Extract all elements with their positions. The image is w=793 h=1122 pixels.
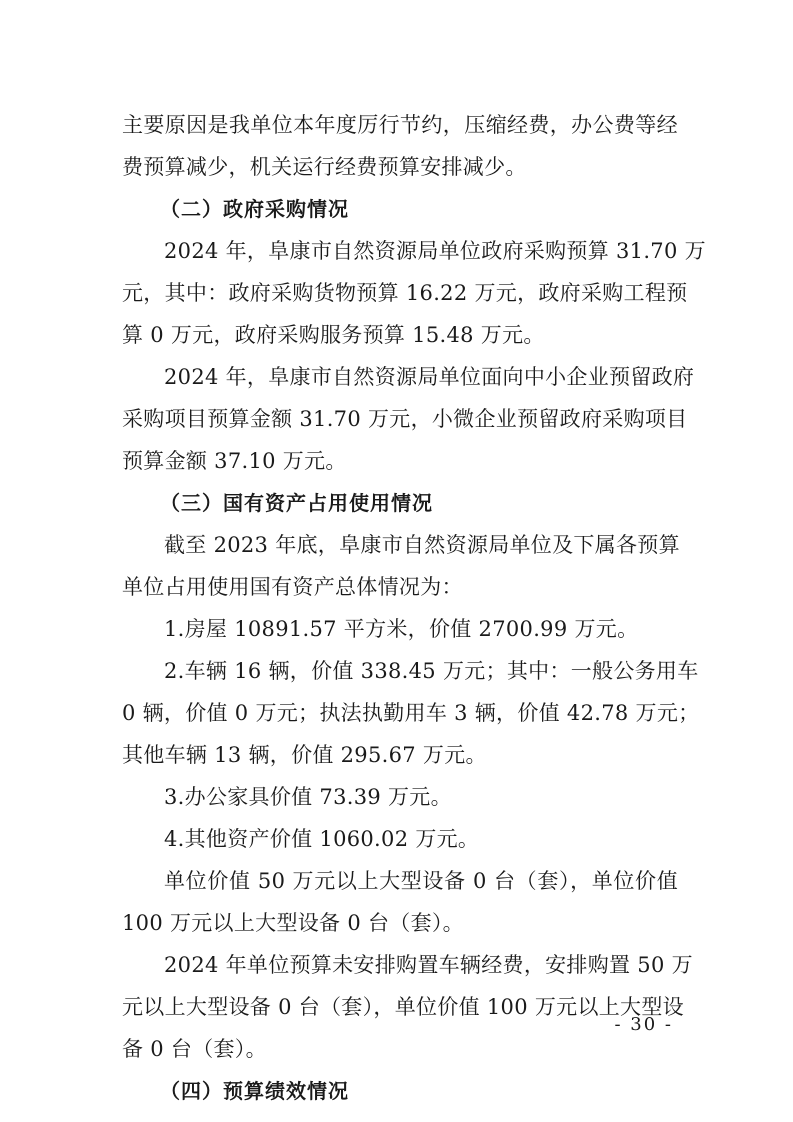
paragraph-line: 其他车辆 13 辆，价值 295.67 万元。 bbox=[122, 743, 487, 767]
paragraph-line: 元以上大型设备 0 台（套），单位价值 100 万元以上大型设 bbox=[122, 995, 684, 1019]
section-heading-procurement: （二）政府采购情况 bbox=[160, 197, 349, 221]
paragraph-line: 单位价值 50 万元以上大型设备 0 台（套），单位价值 bbox=[164, 869, 678, 893]
list-item: 3.办公家具价值 73.39 万元。 bbox=[164, 785, 452, 809]
paragraph-line: 主要原因是我单位本年度厉行节约，压缩经费，办公费等经 bbox=[122, 113, 678, 137]
paragraph-line: 预算金额 37.10 万元。 bbox=[122, 449, 347, 473]
paragraph-line: 截至 2023 年底，阜康市自然资源局单位及下属各预算 bbox=[164, 533, 680, 557]
paragraph-line: 2024 年，阜康市自然资源局单位政府采购预算 31.70 万 bbox=[164, 239, 706, 263]
list-item: 1.房屋 10891.57 平方米，价值 2700.99 万元。 bbox=[164, 617, 639, 641]
section-heading-performance: （四）预算绩效情况 bbox=[160, 1079, 349, 1103]
paragraph-line: 算 0 万元，政府采购服务预算 15.48 万元。 bbox=[122, 323, 545, 347]
paragraph-line: 2024 年单位预算未安排购置车辆经费，安排购置 50 万 bbox=[164, 953, 693, 977]
page-number: - 30 - bbox=[614, 1014, 673, 1035]
paragraph-line: 单位占用使用国有资产总体情况为： bbox=[122, 575, 463, 599]
section-heading-assets: （三）国有资产占用使用情况 bbox=[160, 491, 433, 515]
list-item: 2.车辆 16 辆，价值 338.45 万元；其中：一般公务用车 bbox=[164, 659, 699, 683]
paragraph-line: 2024 年，阜康市自然资源局单位面向中小企业预留政府 bbox=[164, 365, 695, 389]
paragraph-line: 0 辆，价值 0 万元；执法执勤用车 3 辆，价值 42.78 万元； bbox=[122, 701, 700, 725]
paragraph-line: 元，其中：政府采购货物预算 16.22 万元，政府采购工程预 bbox=[122, 281, 688, 305]
paragraph-line: 采购项目预算金额 31.70 万元，小微企业预留政府采购项目 bbox=[122, 407, 688, 431]
list-item: 4.其他资产价值 1060.02 万元。 bbox=[164, 827, 480, 851]
paragraph-line: 100 万元以上大型设备 0 台（套）。 bbox=[122, 911, 464, 935]
paragraph-line: 备 0 台（套）。 bbox=[122, 1037, 267, 1061]
document-body bbox=[122, 104, 706, 1112]
paragraph-line: 费预算减少，机关运行经费预算安排减少。 bbox=[122, 155, 527, 179]
